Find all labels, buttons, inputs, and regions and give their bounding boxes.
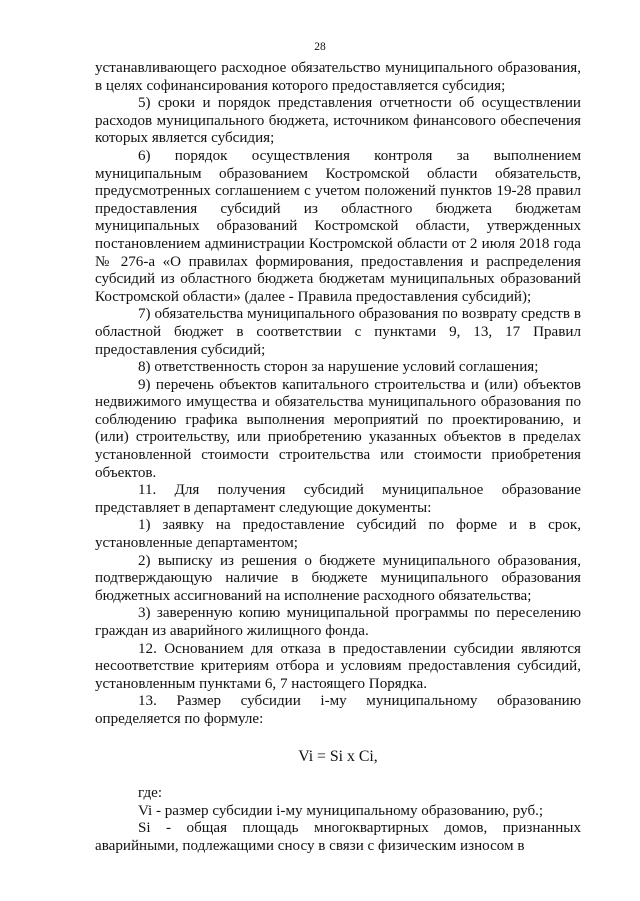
formula: Vi = Si x Ci, — [298, 747, 378, 765]
paragraph: Si - общая площадь многоквартирных домов, признанных аварийными, подлежащими сносу в связи с физическим износом в — [95, 820, 581, 854]
paragraph: 7) обязательства муниципального образования по возврату средств в областной бюджет в соответствии с пунктами 9, 13, 17 Правил предоставления субсидий; — [95, 306, 581, 358]
paragraph: 9) перечень объектов капитального строительства и (или) объектов недвижимого имущества и обязательства муниципального образования по соблюдению графика выполнения мероприятий по проектированию, и (или) строительству, или приобретению указанных объектов в пределах установленной стоимости строительства или стоимости приобретения объектов. — [95, 376, 581, 481]
paragraph: 11. Для получения субсидий муниципальное образование представляет в департамент следующие документы: — [95, 482, 581, 516]
paragraph: 1) заявку на предоставление субсидий по форме и в срок, установленные департаментом; — [95, 517, 581, 552]
paragraph: 2) выписку из решения о бюджете муниципального образования, подтверждающую наличие в бюджете муниципального образования бюджетных ассигнований на исполнение расходного обязательства; — [95, 552, 581, 604]
paragraph: 6) порядок осуществления контроля за выполнением муниципальным образованием Костромской области обязательств, предусмотренных соглашением с учетом положений пунктов 19-28 правил предоставления субсидий из областного бюджета бюджетам муниципальных образований Костромской области, утвержденных постановлением администрации Костромской области от 2 июля 2018 года № 276-а «О правилах формирования, предоставления и распределения субсидий из областного бюджета бюджетам муниципальных образований Костромской области» (далее - Правила предоставления субсидий); — [95, 147, 581, 305]
paragraph: 12. Основанием для отказа в предоставлении субсидии являются несоответствие критериям отбора и условиям предоставления субсидий, установленным пунктами 6, 7 настоящего Порядка. — [95, 640, 581, 692]
document-body — [95, 60, 581, 856]
paragraphs-after-formula — [95, 785, 581, 855]
paragraph: 13. Размер субсидии i-му муниципальному образованию определяется по формуле: — [95, 693, 581, 727]
paragraph: устанавливающего расходное обязательство муниципального образования, в целях софинансирования которого предоставляется субсидия; — [95, 60, 581, 94]
paragraphs-before-formula — [95, 60, 581, 729]
paragraph: 8) ответственность сторон за нарушение условий соглашения; — [138, 359, 539, 376]
paragraph: 5) сроки и порядок представления отчетности об осуществлении расходов муниципального бюджета, источником финансового обеспечения которых является субсидия; — [95, 95, 581, 147]
paragraph: где: — [138, 785, 163, 802]
paragraph: Vi - размер субсидии i-му муниципальному образованию, руб.; — [138, 802, 544, 819]
paragraph: 3) заверенную копию муниципальной программы по переселению граждан из аварийного жилищного фонда. — [95, 605, 581, 639]
page-number: 28 — [314, 41, 326, 53]
